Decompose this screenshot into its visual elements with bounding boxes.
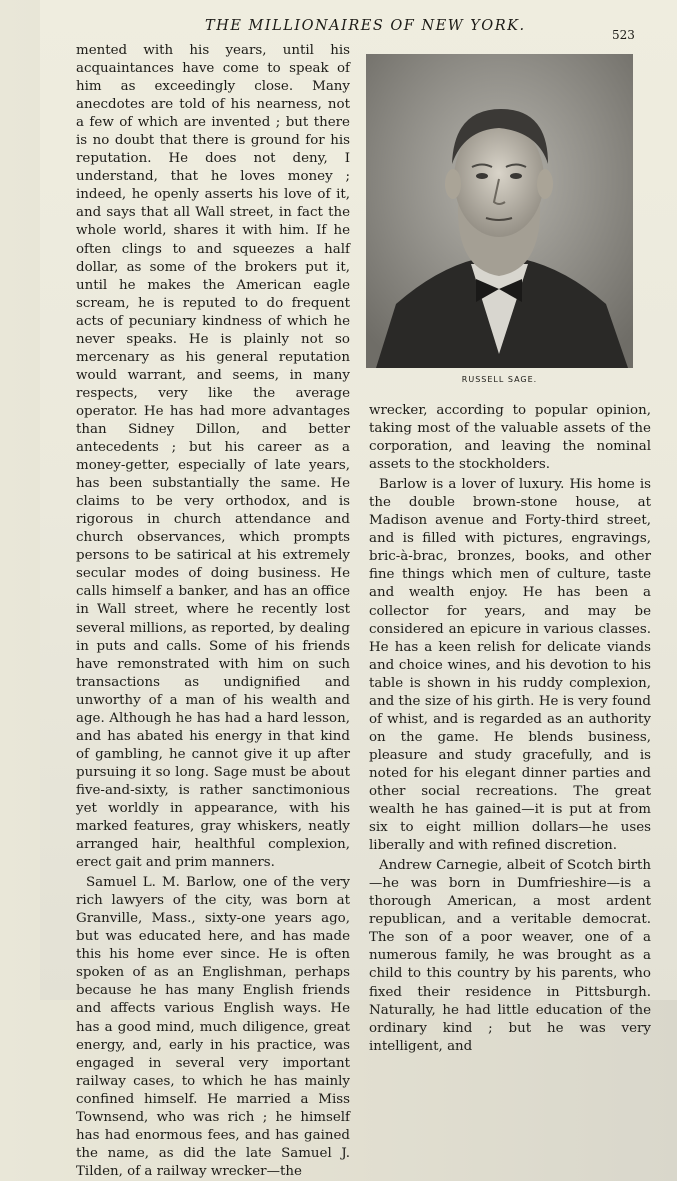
page-number: 523 bbox=[612, 28, 635, 42]
portrait-photo-icon bbox=[366, 54, 633, 368]
left-text-column bbox=[76, 42, 350, 1181]
running-head: THE MILLIONAIRES OF NEW YORK. bbox=[205, 18, 526, 34]
paragraph-barlow-luxury: Barlow is a lover of luxury. His home is the double brown-stone house, at Madison avenue and Forty-third street, and is filled with pictures, engravings, bric-à-brac, bronzes, books, and other fine things which men of culture, taste and wealth enjoy. He has been a collector for years, and may be considered an epicure in various classes. He has a keen relish for delicate viands and choice wines, and his devotion to his table is shown in his ruddy complexion, and the size of his girth. He is very found of whist, and is regarded as an authority on the game. He blends business, pleasure and study gracefully, and is noted for his elegant dinner parties and other social recreations. The great wealth he has gained—it is put at from six to eight million dollars—he uses liberally and with refined discretion. bbox=[369, 477, 651, 854]
right-text-column bbox=[369, 402, 651, 1056]
paragraph-barlow-continued: wrecker, according to popular opinion, taking most of the valuable assets of the corporation, and leaving the nominal assets to the stockholders. bbox=[369, 403, 651, 473]
paragraph-sage-continued: mented with his years, until his acquaintances have come to speak of him as exceedingly close. Many anecdotes are told of his nearness, not a few of which are invented ; but there is no doubt that there is ground for his reputation. He does not deny, I understand, that he loves money ; indeed, he openly asserts his love of it, and says that all Wall street, in fact the whole world, shares it with him. If he often clings to and squeezes a half dollar, as some of the brokers put it, until he makes the American eagle scream, he is reputed to do frequent acts of pecuniary kindness of which he never speaks. He is plainly not so mercenary as his general reputation would warrant, and seems, in many respects, very like the average operator. He has had more advantages than Sidney Dillon, and better antecedents ; but his career as a money-getter, especially of late years, has been substantially the same. He claims to be very orthodox, and is rigorous in church attendance and church observances, which prompts persons to be satirical at his extremely secular modes of doing business. He calls himself a banker, and has an office in Wall street, where he recently lost several millions, as reported, by dealing in puts and calls. Some of his friends have remonstrated with him on such transactions as undignified and unworthy of a man of his wealth and age. Although he has had a hard lesson, and has abated his energy in that kind of gambling, he cannot give it up after pursuing it so long. Sage must be about five-and-sixty, is rather sanctimonious yet worldly in appearance, with his marked features, gray whiskers, neatly arranged hair, healthful complexion, erect gait and prim manners. bbox=[76, 43, 350, 871]
paragraph-barlow-intro: Samuel L. M. Barlow, one of the very rich lawyers of the city, was born at Granville, Mass., sixty-one years ago, but was educated here, and has made this his home ever since. He is often spoken of as an Englishman, perhaps because he has many English friends and affects various English ways. He has a good mind, much diligence, great energy, and, early in his practice, was engaged in several very important railway cases, to which he has mainly confined himself. He married a Miss Townsend, who was rich ; he himself has had enormous fees, and has gained the name, as did the late Samuel J. Tilden, of a railway wrecker—the bbox=[76, 875, 350, 1179]
portrait-photo-russell-sage bbox=[366, 54, 633, 368]
portrait-caption: RUSSELL SAGE. bbox=[461, 375, 538, 384]
paragraph-carnegie-intro: Andrew Carnegie, albeit of Scotch birth—he was born in Dumfrieshire—is a thorough American, a most ardent republican, and a veritable democrat. The son of a poor weaver, one of a numerous family, he was brought as a child to this country by his parents, who fixed their residence in Pittsburgh. Naturally, he had little education of the ordinary kind ; but he was very intelligent, and bbox=[369, 858, 651, 1054]
